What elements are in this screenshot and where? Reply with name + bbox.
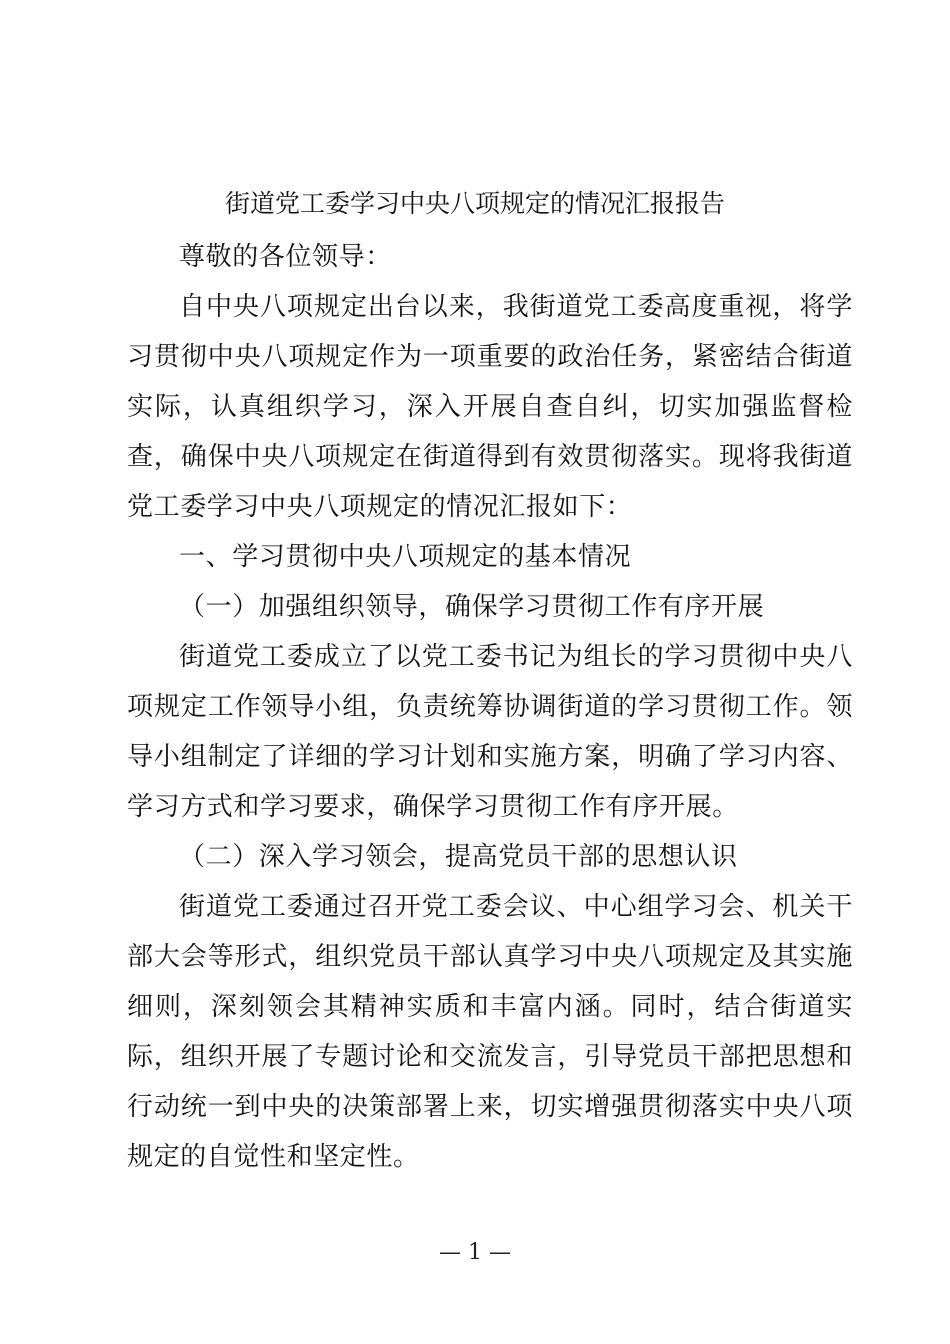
document-body (127, 232, 853, 1182)
paragraph-subsection-1: 街道党工委成立了以党工委书记为组长的学习贯彻中央八项规定工作领导小组，负责统筹协调街道的学习贯彻工作。领导小组制定了详细的学习计划和实施方案，明确了学习内容、学习方式和学习要求，确保学习贯彻工作有序开展。 (127, 642, 853, 822)
document-title: 街道党工委学习中央八项规定的情况汇报报告 (224, 189, 725, 218)
paragraph-subsection-2: 街道党工委通过召开党工委会议、中心组学习会、机关干部大会等形式，组织党员干部认真学习中央八项规定及其实施细则，深刻领会其精神实质和丰富内涵。同时，结合街道实际，组织开展了专题讨论和交流发言，引导党员干部把思想和行动统一到中央的决策部署上来，切实增强贯彻落实中央八项规定的自觉性和坚定性。 (127, 892, 853, 1172)
page-number: — 1 — (439, 1240, 511, 1265)
salutation: 尊敬的各位领导： (179, 242, 392, 272)
subsection-heading-2: （二）深入学习领会，提高党员干部的思想认识 (179, 842, 738, 872)
section-heading-1: 一、学习贯彻中央八项规定的基本情况 (179, 542, 632, 572)
paragraph-intro: 自中央八项规定出台以来，我街道党工委高度重视，将学习贯彻中央八项规定作为一项重要的政治任务，紧密结合街道实际，认真组织学习，深入开展自查自纠，切实加强监督检查，确保中央八项规定在街道得到有效贯彻落实。现将我街道党工委学习中央八项规定的情况汇报如下： (127, 292, 853, 522)
subsection-heading-1: （一）加强组织领导，确保学习贯彻工作有序开展 (179, 592, 765, 622)
